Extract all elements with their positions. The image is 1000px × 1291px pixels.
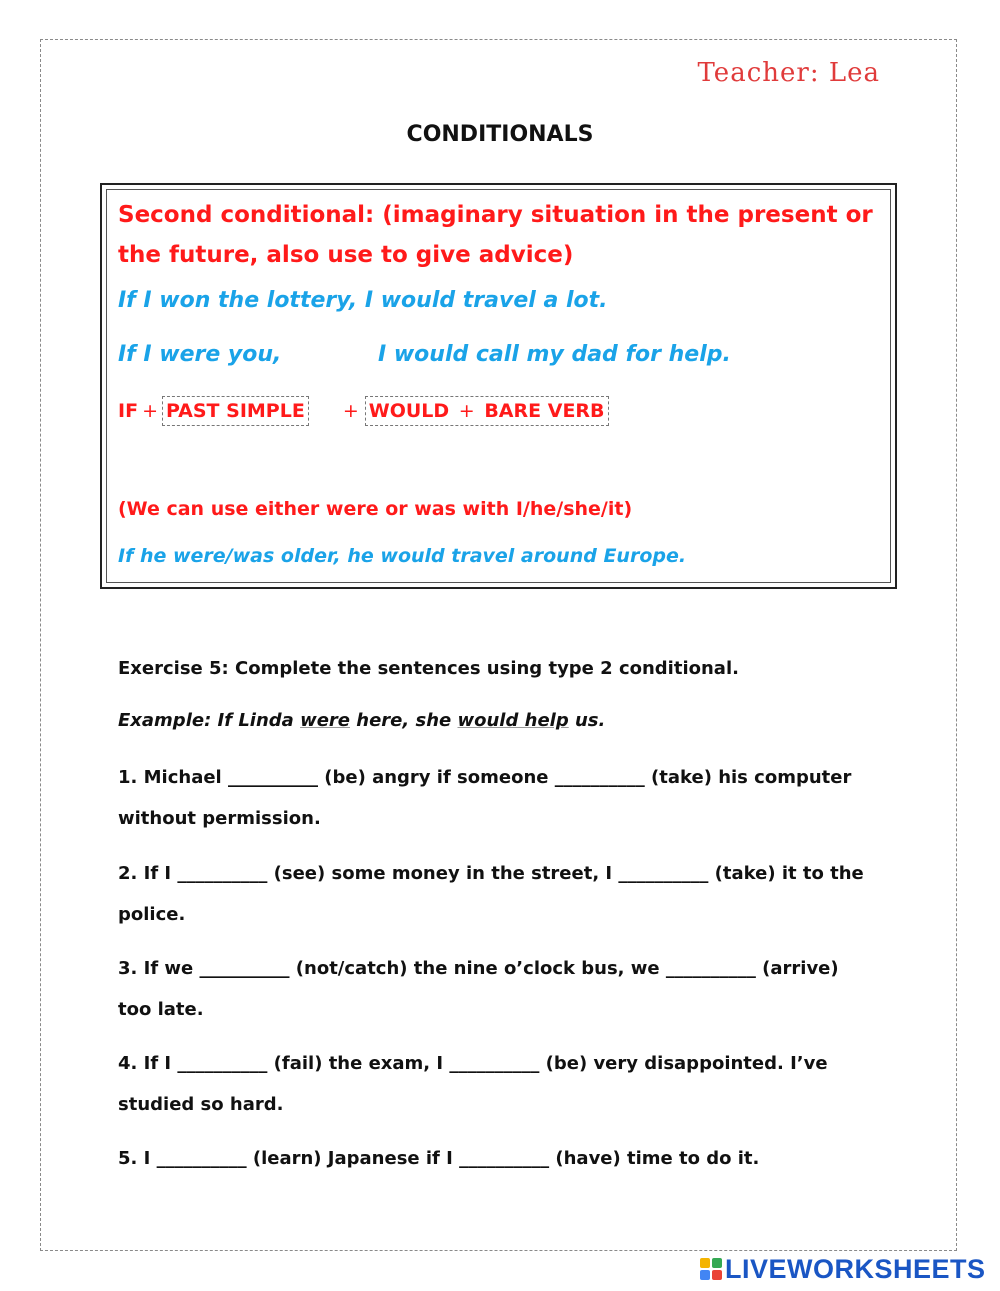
liveworksheets-logo: [700, 1254, 986, 1284]
teacher-name: Teacher: Lea: [697, 58, 880, 88]
example-text: us.: [568, 710, 606, 731]
formula-plus: +: [342, 400, 359, 422]
example-text: here, she: [350, 710, 458, 731]
rule-note: (We can use either were or was with I/he/she/it): [118, 498, 633, 520]
rule-example-lottery: If I won the lottery, I would travel a lot.: [118, 288, 608, 313]
rule-heading: Second conditional: (imaginary situation in the present or the future, also use to give advice): [118, 202, 873, 268]
question-4[interactable]: 4. If I __________ (fail) the exam, I __________ (be) very disappointed. I’ve studied so hard.: [118, 1053, 828, 1115]
logo-text: LIVEWORKSHEETS: [725, 1253, 986, 1284]
example-answer-were: were: [300, 710, 351, 731]
formula-would: WOULD: [368, 400, 450, 422]
formula-past-simple-box: PAST SIMPLE: [162, 396, 309, 426]
rule-formula: [118, 396, 609, 426]
page-title: CONDITIONALS: [406, 122, 594, 147]
liveworksheets-logo-icon: [700, 1258, 722, 1280]
question-2[interactable]: 2. If I __________ (see) some money in the street, I __________ (take) it to the police.: [118, 863, 864, 925]
question-3[interactable]: 3. If we __________ (not/catch) the nine o’clock bus, we __________ (arrive) too late.: [118, 958, 839, 1020]
rule-example-advice-if-clause: If I were you,: [118, 342, 282, 367]
logo-square: [712, 1270, 722, 1280]
example-answer-would-help: would help: [457, 710, 569, 731]
exercise-title: Exercise 5: Complete the sentences using type 2 conditional.: [118, 658, 739, 679]
question-5[interactable]: 5. I __________ (learn) Japanese if I __________ (have) time to do it.: [118, 1148, 760, 1169]
formula-would-bare-verb-box: [365, 396, 609, 426]
question-1[interactable]: 1. Michael __________ (be) angry if someone __________ (take) his computer without permission.: [118, 767, 852, 829]
rule-example-europe: If he were/was older, he would travel around Europe.: [118, 545, 687, 567]
logo-square: [700, 1258, 710, 1268]
formula-plus: +: [458, 400, 475, 422]
logo-square: [712, 1258, 722, 1268]
rule-example-advice-main-clause: I would call my dad for help.: [378, 342, 731, 367]
formula-if: IF: [118, 400, 139, 422]
formula-plus: +: [142, 400, 158, 422]
logo-square: [700, 1270, 710, 1280]
formula-bare-verb: BARE VERB: [484, 400, 605, 422]
exercise-example: [118, 710, 605, 731]
example-text: Example: If Linda: [118, 710, 301, 731]
